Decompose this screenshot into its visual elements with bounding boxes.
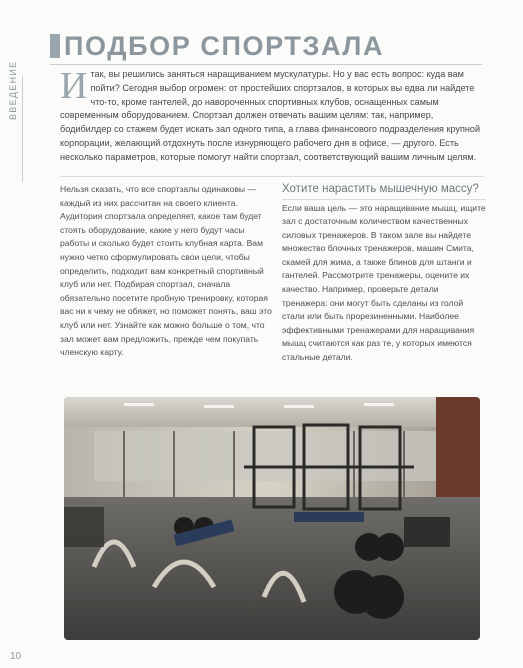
section-label: ВВЕДЕНИЕ xyxy=(8,60,18,120)
intro-text: так, вы решились заняться наращиванием мускулатуры. Но у вас есть вопрос: куда вам пойти? Сегодня выбор огромен: от простейших спортзалов, в которых вы едва ли найдете что-то, кроме гантелей, до навороченных спортивных клубов, оснащенных самым современным оборудованием. Спортзал должен отвечать вашим целям: так, например, бодибилдер со стажем будет искать зал одного типа, а глава финансового подразделения крупной корпорации, желающий отдохнуть после изнуряющего рабочего дня в офисе, — другого. Есть несколько параметров, которые помогут найти спортзал, соответствующий вашим личным целям. xyxy=(60,69,481,162)
sidebar xyxy=(282,183,486,365)
sidebar-text: Если ваша цель — это наращивание мышц, ищите зал с достаточным количеством качественных силовых тренажеров. В таком зале вы найдете множество блочных тренажеров, машин Смита, скамей для жима, а также блинов для штанги и гантелей. Рассмотрите тренажеры, оцените их качество. Например, проверьте детали тренажера: они могут быть сделаны из голой стали или быть прорезиненными. Наиболее эффективными тренажерами для наращивания мышц считаются как раз те, у которых имеются стальные детали. xyxy=(282,202,486,363)
intro-divider xyxy=(60,176,484,177)
title-accent-bar xyxy=(50,34,60,58)
drop-cap: И xyxy=(60,65,88,107)
gym-photo xyxy=(64,397,480,640)
side-divider xyxy=(22,76,23,182)
page-title: ПОДБОР СПОРТЗАЛА xyxy=(64,31,385,61)
title-divider xyxy=(50,64,482,65)
sidebar-heading: Хотите нарастить мышечную массу? xyxy=(282,183,486,200)
page-number: 10 xyxy=(10,651,22,662)
main-column-text: Нельзя сказать, что все спортзалы одинаковы — каждый из них рассчитан на своего клиента. Аудитория спортзала определяет, какое там будет стоять оборудование, какие у него будут часы работы и сколько будет стоить клубная карта. Вам нужно четко сформулировать свои цели, чтобы определить, подходит вам конкретный спортивный клуб или нет. Подбирая спортзал, сначала обязательно посетите пробную тренировку, которая вас ни к чему не обяжет, но поможет понять, ваш это клуб или нет. Узнайте как можно больше о том, что зал может вам предложить, прежде чем покупать членскую карту. xyxy=(60,184,272,358)
intro-paragraph xyxy=(60,65,484,165)
